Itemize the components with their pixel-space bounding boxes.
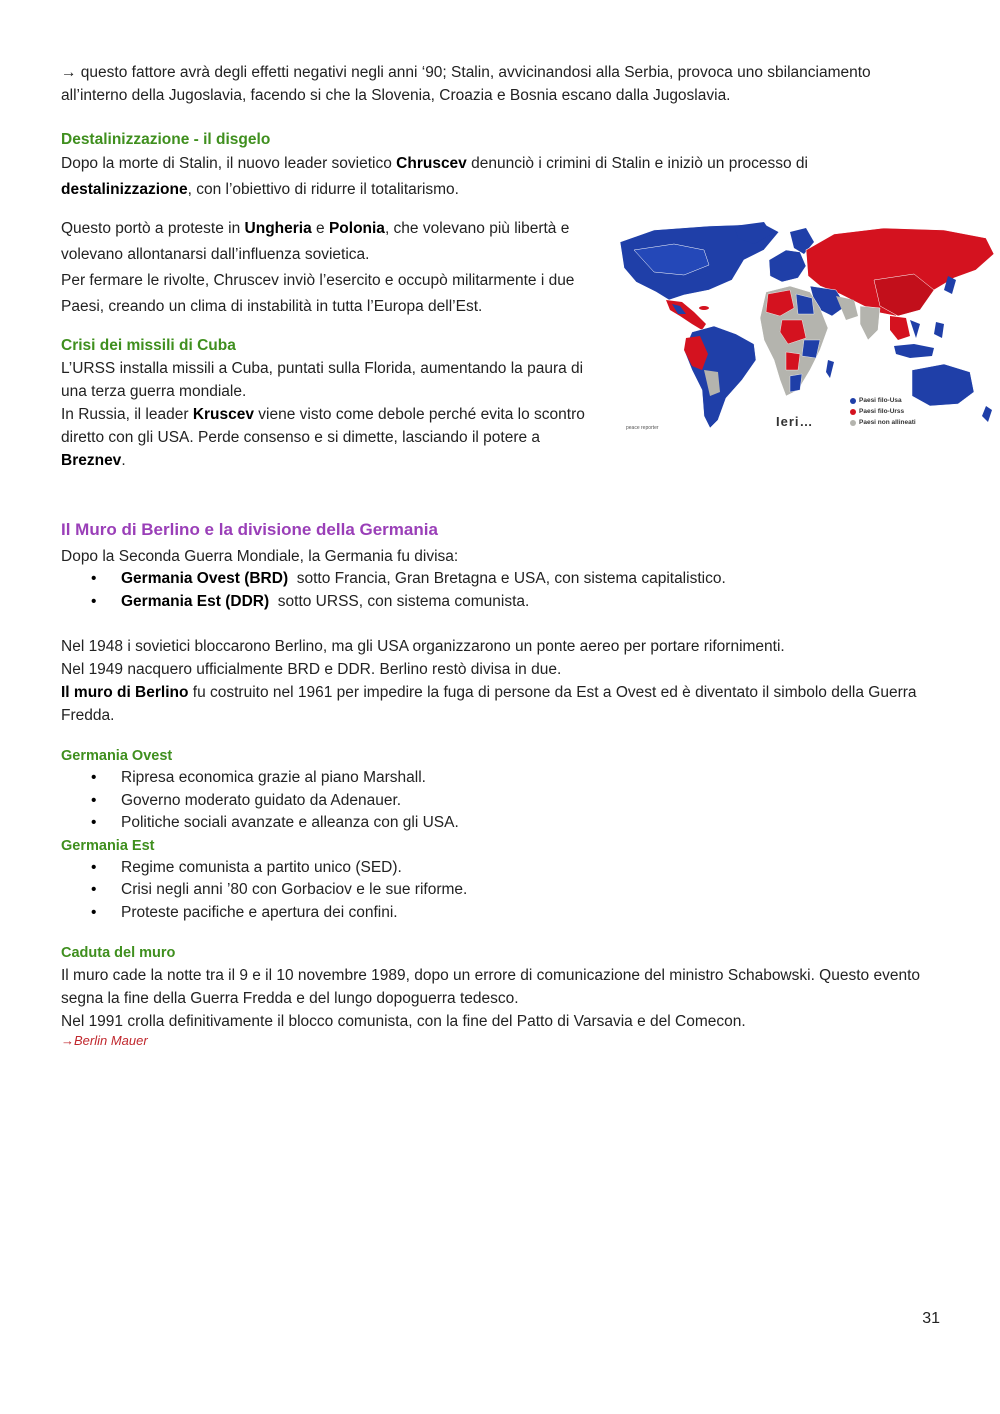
section-heading: Germania Ovest: [61, 748, 173, 764]
section-heading: Il Muro di Berlino e la divisione della Germania: [61, 520, 438, 539]
section-proteste: [61, 216, 606, 320]
text: Dopo la morte di Stalin, il nuovo leader sovietico: [61, 155, 397, 172]
paragraph: Il muro cade la notte tra il 9 e il 10 novembre 1989, dopo un errore di comunicazione del ministro Schabowski. Questo evento segna la fine della Guerra Fredda e del lungo dopoguerra tedesco.: [61, 967, 921, 1007]
section-berlino: [61, 517, 941, 727]
list-item: • Governo moderato guidato da Adenauer.: [121, 790, 941, 813]
paragraph: Nel 1948 i sovietici bloccarono Berlino, ma gli USA organizzarono un ponte aereo per portare rifornimenti.: [61, 638, 785, 655]
bold-term: destalinizzazione: [61, 181, 188, 198]
section-caduta: [61, 942, 941, 1049]
world-map-image: [614, 220, 998, 438]
legend-item: [850, 395, 916, 406]
legend-label: Paesi non allineati: [859, 419, 916, 426]
paragraph: Nel 1991 crolla definitivamente il blocco comunista, con la fine del Patto di Varsavia e del Comecon.: [61, 1013, 746, 1030]
legend-label: Paesi filo-Usa: [859, 397, 902, 404]
section-heading: Germania Est: [61, 837, 155, 854]
red-dot-icon: [850, 409, 856, 415]
map-legend: [850, 395, 916, 428]
text: sotto URSS, con sistema comunista.: [269, 592, 530, 610]
bullet-list: [61, 857, 941, 925]
list-item: • Crisi negli anni ’80 con Gorbaciov e le sue riforme.: [121, 879, 941, 902]
bold-term: Il muro di Berlino: [61, 684, 189, 701]
paragraph: Dopo la Seconda Guerra Mondiale, la Germania fu divisa:: [61, 548, 459, 565]
section-germania-ovest: [61, 745, 941, 924]
bullet-list: [61, 767, 941, 835]
bullet-list: [61, 568, 941, 613]
list-item: [121, 568, 941, 591]
list-item: • Regime comunista a partito unico (SED).: [121, 857, 941, 880]
bold-term: Germania Est (DDR): [121, 592, 270, 610]
text: Questo portò a proteste in: [61, 220, 245, 237]
text: , con l’obiettivo di ridurre il totalitarismo.: [187, 181, 459, 198]
intro-paragraph: → questo fattore avrà degli effetti negativi negli anni ‘90; Stalin, avvicinandosi alla Serbia, provoca uno sbilanciamento all’interno della Jugoslavia, facendo si che la Slovenia, Croazia e Bosnia escano dalla Jugoslavia.: [61, 64, 871, 104]
section-heading: Destalinizzazione - il disgelo: [61, 131, 271, 148]
text: e: [311, 220, 329, 237]
list-item: [121, 591, 941, 614]
paragraph: Nel 1949 nacquero ufficialmente BRD e DDR. Berlino restò divisa in due.: [61, 661, 562, 678]
bold-term: Germania Ovest (BRD): [121, 570, 289, 587]
paragraph: Per fermare le rivolte, Chruscev inviò l’esercito e occupò militarmente i due Paesi, creando un clima di instabilità in tutta l’Europa dell’Est.: [61, 272, 575, 315]
section-cuba: [61, 335, 606, 472]
blue-dot-icon: [850, 398, 856, 404]
bold-term: Chruscev: [396, 155, 467, 172]
text: denunciò i crimini di Stalin e iniziò un processo di: [466, 155, 808, 172]
text: .: [121, 452, 126, 469]
paragraph: [61, 403, 606, 472]
grey-dot-icon: [850, 420, 856, 426]
bold-term: Polonia: [328, 220, 385, 237]
paragraph: [61, 681, 941, 727]
list-item: • Politiche sociali avanzate e alleanza con gli USA.: [121, 812, 941, 835]
berlin-mauer-link[interactable]: →Berlin Mauer: [61, 1033, 148, 1048]
paragraph: [61, 216, 606, 268]
legend-label: Paesi filo-Urss: [859, 408, 905, 415]
text: sotto Francia, Gran Bretagna e USA, con sistema capitalistico.: [288, 570, 726, 587]
text: In Russia, il leader: [61, 406, 193, 423]
bold-term: Ungheria: [244, 220, 312, 237]
list-item: • Ripresa economica grazie al piano Marshall.: [121, 767, 941, 790]
text: , che volevano più libertà e volevano allontanarsi dall’influenza sovietica.: [61, 220, 570, 263]
list-item: • Proteste pacifiche e apertura dei confini.: [121, 902, 941, 925]
text: fu costruito nel 1961 per impedire la fuga di persone da Est a Ovest ed è diventato il simbolo della Guerra Fredda.: [61, 684, 917, 724]
section-destalinizzazione: [61, 129, 941, 203]
bold-term: Breznev: [61, 452, 122, 469]
section-heading: Crisi dei missili di Cuba: [61, 337, 236, 354]
bold-term: Kruscev: [192, 406, 254, 423]
peace-reporter-logo: peace reporter: [626, 425, 659, 431]
legend-item: [850, 417, 916, 428]
section-heading: Caduta del muro: [61, 945, 176, 961]
map-caption: Ieri…: [776, 414, 814, 429]
world-map-graphic: [614, 220, 998, 438]
paragraph: L’URSS installa missili a Cuba, puntati sulla Florida, aumentando la paura di una terza guerra mondiale.: [61, 360, 584, 400]
paragraph: [61, 151, 941, 203]
legend-item: [850, 406, 916, 417]
page-number: 31: [922, 1310, 940, 1327]
text: viene visto come debole perché evita lo scontro diretto con gli USA. Perde consenso e si dimette, lasciando il potere a: [61, 406, 585, 446]
